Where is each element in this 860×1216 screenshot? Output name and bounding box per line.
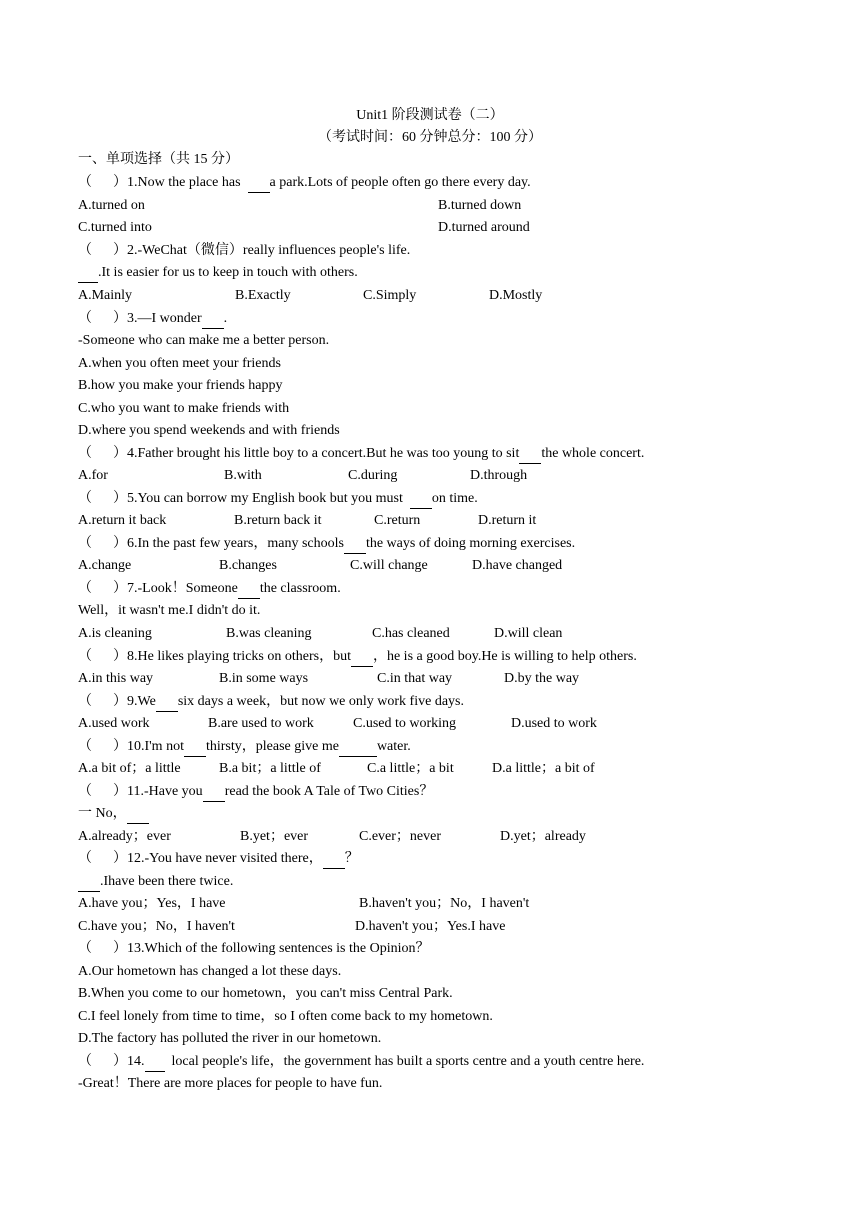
option-c: C.who you want to make friends with xyxy=(78,401,290,416)
q7-options xyxy=(78,625,562,643)
option-d: D.haven't you；Yes.I have xyxy=(355,919,506,934)
option-a: A.Mainly xyxy=(78,288,133,303)
q11-options xyxy=(78,828,586,846)
answer-blank xyxy=(203,783,225,802)
option-b: B.how you make your friends happy xyxy=(78,378,283,393)
option-a: A.already；ever xyxy=(78,829,171,844)
question-1: （ ）1.Now the place has a park.Lots of people often go there every day. xyxy=(78,174,531,192)
option-d: D.turned around xyxy=(438,220,530,235)
question-7: （ ）7.-Look！Someone the classroom. xyxy=(78,580,341,598)
option-d: D.have changed xyxy=(472,558,563,573)
option-b: B.changes xyxy=(219,558,277,573)
option-c: C.has cleaned xyxy=(372,626,450,641)
exam-subtitle: （考试时间：60 分钟总分：100 分） xyxy=(318,130,542,145)
option-d: D.Mostly xyxy=(489,288,543,303)
q4-options xyxy=(78,467,527,485)
answer-blank xyxy=(127,805,149,824)
question-14: （ ）14. local people's life，the government has built a sports centre and a youth centre here. xyxy=(78,1053,644,1071)
question-12-line2: .Ihave been there twice. xyxy=(78,873,233,891)
q1-options-row2 xyxy=(78,219,530,237)
option-c: C.Simply xyxy=(363,288,417,303)
option-a: A.return it back xyxy=(78,513,167,528)
q8-options xyxy=(78,670,579,688)
option-a: A.for xyxy=(78,468,108,483)
option-b: B.return back it xyxy=(234,513,322,528)
option-b: B.with xyxy=(224,468,262,483)
question-5: （ ）5.You can borrow my English book but you must on time. xyxy=(78,490,478,508)
answer-blank xyxy=(339,738,377,757)
question-9: （ ）9.We six days a week，but now we only work five days. xyxy=(78,693,464,711)
option-d: D.The factory has polluted the river in our hometown. xyxy=(78,1031,382,1046)
answer-blank xyxy=(184,738,206,757)
q12-options-row1 xyxy=(78,895,529,913)
answer-blank xyxy=(202,310,224,329)
q12-options-row2 xyxy=(78,918,505,936)
question-2: （ ）2.-WeChat（微信）really influences people's life. xyxy=(78,243,411,258)
answer-blank xyxy=(323,850,345,869)
option-d: D.through xyxy=(470,468,528,483)
option-c: C.during xyxy=(348,468,398,483)
answer-blank xyxy=(248,174,270,193)
question-6: （ ）6.In the past few years，many schools the ways of doing morning exercises. xyxy=(78,535,575,553)
option-c: C.I feel lonely from time to time，so I often come back to my hometown. xyxy=(78,1009,493,1024)
option-b: B.turned down xyxy=(438,198,522,213)
q9-options xyxy=(78,715,597,733)
answer-blank xyxy=(156,693,178,712)
question-13: （ ）13.Which of the following sentences is the Opinion？ xyxy=(78,941,430,956)
question-10: （ ）10.I'm not thirsty，please give me water. xyxy=(78,738,411,756)
q2-options xyxy=(78,287,542,305)
question-3: （ ）3.—I wonder . xyxy=(78,310,227,328)
option-c: C.return xyxy=(374,513,421,528)
option-c: C.a little；a bit xyxy=(367,761,454,776)
option-c: C.have you；No，I haven't xyxy=(78,919,235,934)
section-heading: 一、单项选择（共 15 分） xyxy=(78,152,239,167)
option-b: B.Exactly xyxy=(235,288,291,303)
q10-options xyxy=(78,760,595,778)
answer-blank xyxy=(519,445,541,464)
option-a: A.have you；Yes，I have xyxy=(78,896,226,911)
option-c: C.in that way xyxy=(377,671,453,686)
answer-blank xyxy=(238,580,260,599)
question-12: （ ）12.-You have never visited there， ？ xyxy=(78,850,359,868)
question-11-line2: 一 No， xyxy=(78,805,149,823)
answer-blank xyxy=(351,648,373,667)
option-d: D.used to work xyxy=(511,716,597,731)
option-d: D.return it xyxy=(478,513,537,528)
option-a: A.in this way xyxy=(78,671,154,686)
option-a: A.turned on xyxy=(78,198,145,213)
option-d: D.where you spend weekends and with friends xyxy=(78,423,340,438)
answer-blank xyxy=(78,873,100,892)
question-3-line2: -Someone who can make me a better person. xyxy=(78,333,330,348)
option-d: D.a little；a bit of xyxy=(492,761,595,776)
option-c: C.ever；never xyxy=(359,829,442,844)
option-c: C.used to working xyxy=(353,716,457,731)
option-d: D.by the way xyxy=(504,671,580,686)
q1-options-row1 xyxy=(78,197,521,215)
question-14-line2: -Great！There are more places for people to have fun. xyxy=(78,1076,383,1091)
answer-blank xyxy=(344,535,366,554)
question-4: （ ）4.Father brought his little boy to a concert.But he was too young to sit the whole concert. xyxy=(78,445,644,463)
option-b: B.was cleaning xyxy=(226,626,312,641)
option-a: A.when you often meet your friends xyxy=(78,356,281,371)
option-d: D.will clean xyxy=(494,626,563,641)
option-a: A.Our hometown has changed a lot these days. xyxy=(78,964,342,979)
exam-title: Unit1 阶段测试卷（二） xyxy=(356,108,504,123)
option-d: D.yet；already xyxy=(500,829,586,844)
question-2-line2: .It is easier for us to keep in touch with others. xyxy=(78,264,358,282)
q6-options xyxy=(78,557,562,575)
option-a: A.is cleaning xyxy=(78,626,152,641)
answer-blank xyxy=(410,490,432,509)
option-a: A.a bit of；a little xyxy=(78,761,181,776)
question-11: （ ）11.-Have you read the book A Tale of Two Cities？ xyxy=(78,783,433,801)
option-b: B.in some ways xyxy=(219,671,309,686)
answer-blank xyxy=(145,1053,165,1072)
q5-options xyxy=(78,512,536,530)
question-8: （ ）8.He likes playing tricks on others，but ，he is a good boy.He is willing to help others. xyxy=(78,648,637,666)
option-a: A.change xyxy=(78,558,132,573)
option-b: B.a bit；a little of xyxy=(219,761,321,776)
option-c: C.will change xyxy=(350,558,428,573)
answer-blank xyxy=(78,264,98,283)
question-7-line2: Well，it wasn't me.I didn't do it. xyxy=(78,603,261,618)
option-b: B.are used to work xyxy=(208,716,314,731)
option-c: C.turned into xyxy=(78,220,152,235)
option-b: B.When you come to our hometown，you can't miss Central Park. xyxy=(78,986,453,1001)
option-b: B.haven't you；No，I haven't xyxy=(359,896,530,911)
option-a: A.used work xyxy=(78,716,150,731)
option-b: B.yet；ever xyxy=(240,829,309,844)
